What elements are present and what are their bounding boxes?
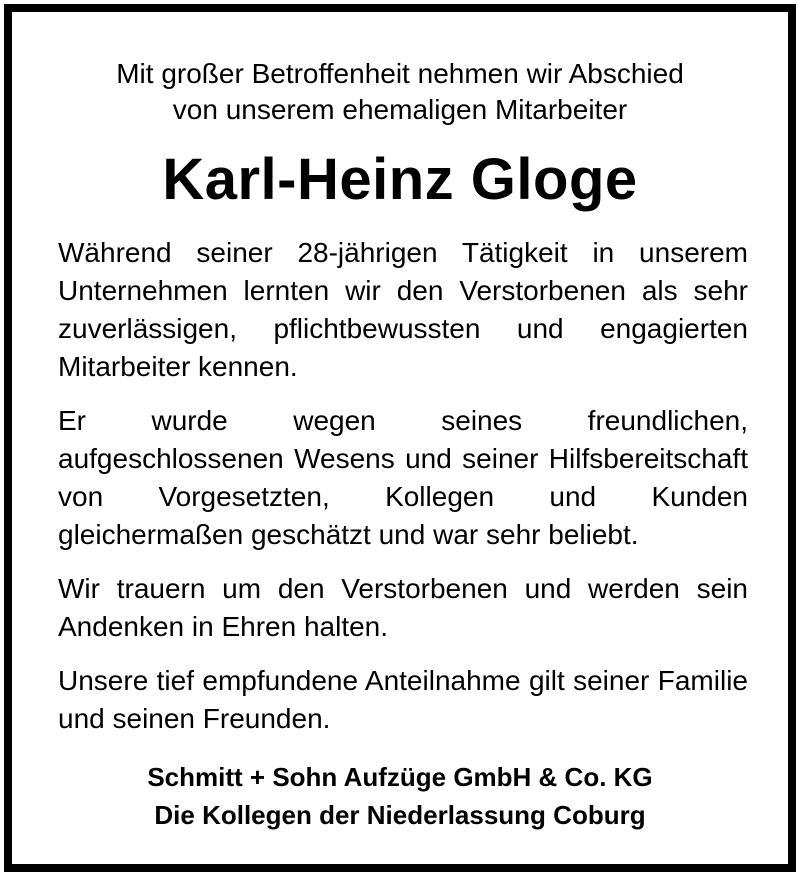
body-paragraph: Wir trauern um den Verstorbenen und werden sein Andenken in Ehren halten. [58,573,748,642]
body-paragraph: Er wurde wegen seines freundlichen, aufgeschlossenen Wesens und seiner Hilfsbereitschaft von Vorgesetzten, Kollegen und Kunden gleichermaßen geschätzt und war sehr beliebt. [58,405,748,550]
deceased-name: Karl-Heinz Gloge [162,147,638,212]
intro-line: von unserem ehemaligen Mitarbeiter [172,94,628,125]
intro-line: Mit großer Betroffenheit nehmen wir Abschied [116,58,684,89]
signature-block [12,758,788,834]
body-paragraph: Während seiner 28-jährigen Tätigkeit in unserem Unternehmen lernten wir den Verstorbenen als sehr zuverlässigen, pflichtbewussten und engagierten Mitarbeiter kennen. [58,237,748,382]
colleagues-line: Die Kollegen der Niederlassung Coburg [154,800,646,830]
notice-body [58,234,748,754]
intro-text [12,56,788,128]
company-name: Schmitt + Sohn Aufzüge GmbH & Co. KG [147,762,653,792]
obituary-notice-frame [4,4,796,872]
body-paragraph: Unsere tief empfundene Anteilnahme gilt seiner Familie und seinen Freunden. [58,665,748,734]
